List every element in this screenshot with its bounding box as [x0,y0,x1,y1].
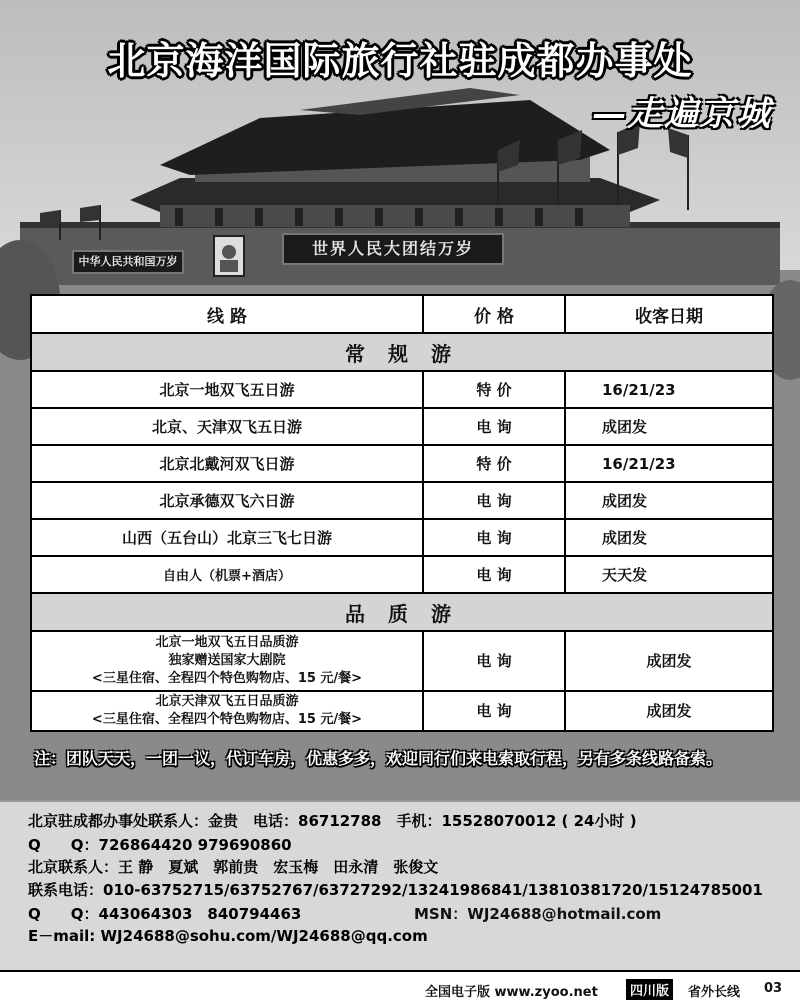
date-cell: 成团发 [565,519,773,556]
date-cell: 成团发 [565,631,773,691]
route-cell: 山西（五台山）北京三飞七日游 [31,519,423,556]
route-cell: 自由人（机票+酒店） [31,556,423,593]
date-cell: 成团发 [565,482,773,519]
table-row [31,556,773,593]
email-address: E－mail: WJ24688@sohu.com/WJ24688@qq.com [28,927,428,945]
header-route: 线 路 [31,295,423,333]
edition-badge: 四川版 [626,979,673,1000]
price-cell: 特 价 [423,445,565,482]
table-row [31,631,773,691]
route-line: 北京天津双飞五日品质游 [155,694,299,709]
table-row [31,371,773,408]
table-row [31,691,773,731]
page-footer [0,970,800,1000]
route-line: <三星住宿、全程四个特色购物店、15 元/餐> [91,671,363,686]
plaque-left: 中华人民共和国万岁 [72,250,184,274]
table-row [31,445,773,482]
date-cell: 成团发 [565,408,773,445]
section-label: 省外长线 [688,985,741,1000]
page-number: 03 [764,981,783,996]
beijing-contacts: 北京联系人：王 静 夏斌 郭前贵 宏玉梅 田永清 张俊文 [28,858,439,876]
date-cell: 16/21/23 [565,445,773,482]
section-row [31,333,773,371]
section-row [31,593,773,631]
header-date: 收客日期 [565,295,773,333]
route-cell [31,691,423,731]
table-row [31,408,773,445]
price-cell: 特 价 [423,371,565,408]
date-cell: 成团发 [565,691,773,731]
plaque-right: 世界人民大团结万岁 [282,233,504,265]
price-cell: 电 询 [423,482,565,519]
route-cell: 北京北戴河双飞日游 [31,445,423,482]
section-regular-title: 常 规 游 [31,333,773,371]
contact-block [0,800,800,970]
section-quality-title: 品 质 游 [31,593,773,631]
page-title: 北京海洋国际旅行社驻成都办事处 [107,39,693,83]
page-subtitle: —走遍京城 [592,94,772,134]
date-cell: 16/21/23 [565,371,773,408]
header-price: 价 格 [423,295,565,333]
price-cell: 电 询 [423,556,565,593]
msn-address: MSN：WJ24688@hotmail.com [414,905,662,923]
notice-text: 注：团队天天，一团一议，代订车房，优惠多多，欢迎同行们来电索取行程，另有多条线路备索。 [34,749,723,768]
route-line: 北京一地双飞五日品质游 [155,635,299,650]
route-line: <三星住宿、全程四个特色购物店、15 元/餐> [91,712,363,727]
route-cell [31,631,423,691]
edition-label: 全国电子版 www.zyoo.net [425,985,598,1000]
price-cell: 电 询 [423,631,565,691]
phone-numbers: 联系电话：010-63752715/63752767/63727292/13241986841/13810381720/15124785001 [28,881,763,899]
table-row [31,519,773,556]
price-cell: 电 询 [423,408,565,445]
route-cell: 北京承德双飞六日游 [31,482,423,519]
qq-chengdu: Q Q：726864420 979690860 [28,836,292,854]
date-cell: 天天发 [565,556,773,593]
route-cell: 北京、天津双飞五日游 [31,408,423,445]
table-header-row [31,295,773,333]
qq-beijing: Q Q：443064303 840794463 [28,905,302,923]
route-line: 独家赠送国家大剧院 [168,653,286,668]
itinerary-table [30,294,774,732]
table-row [31,482,773,519]
price-cell: 电 询 [423,691,565,731]
chengdu-contact: 北京驻成都办事处联系人：金贵 电话：86712788 手机：15528070012 ( 24小时 ) [28,812,637,830]
route-cell: 北京一地双飞五日游 [31,371,423,408]
price-cell: 电 询 [423,519,565,556]
